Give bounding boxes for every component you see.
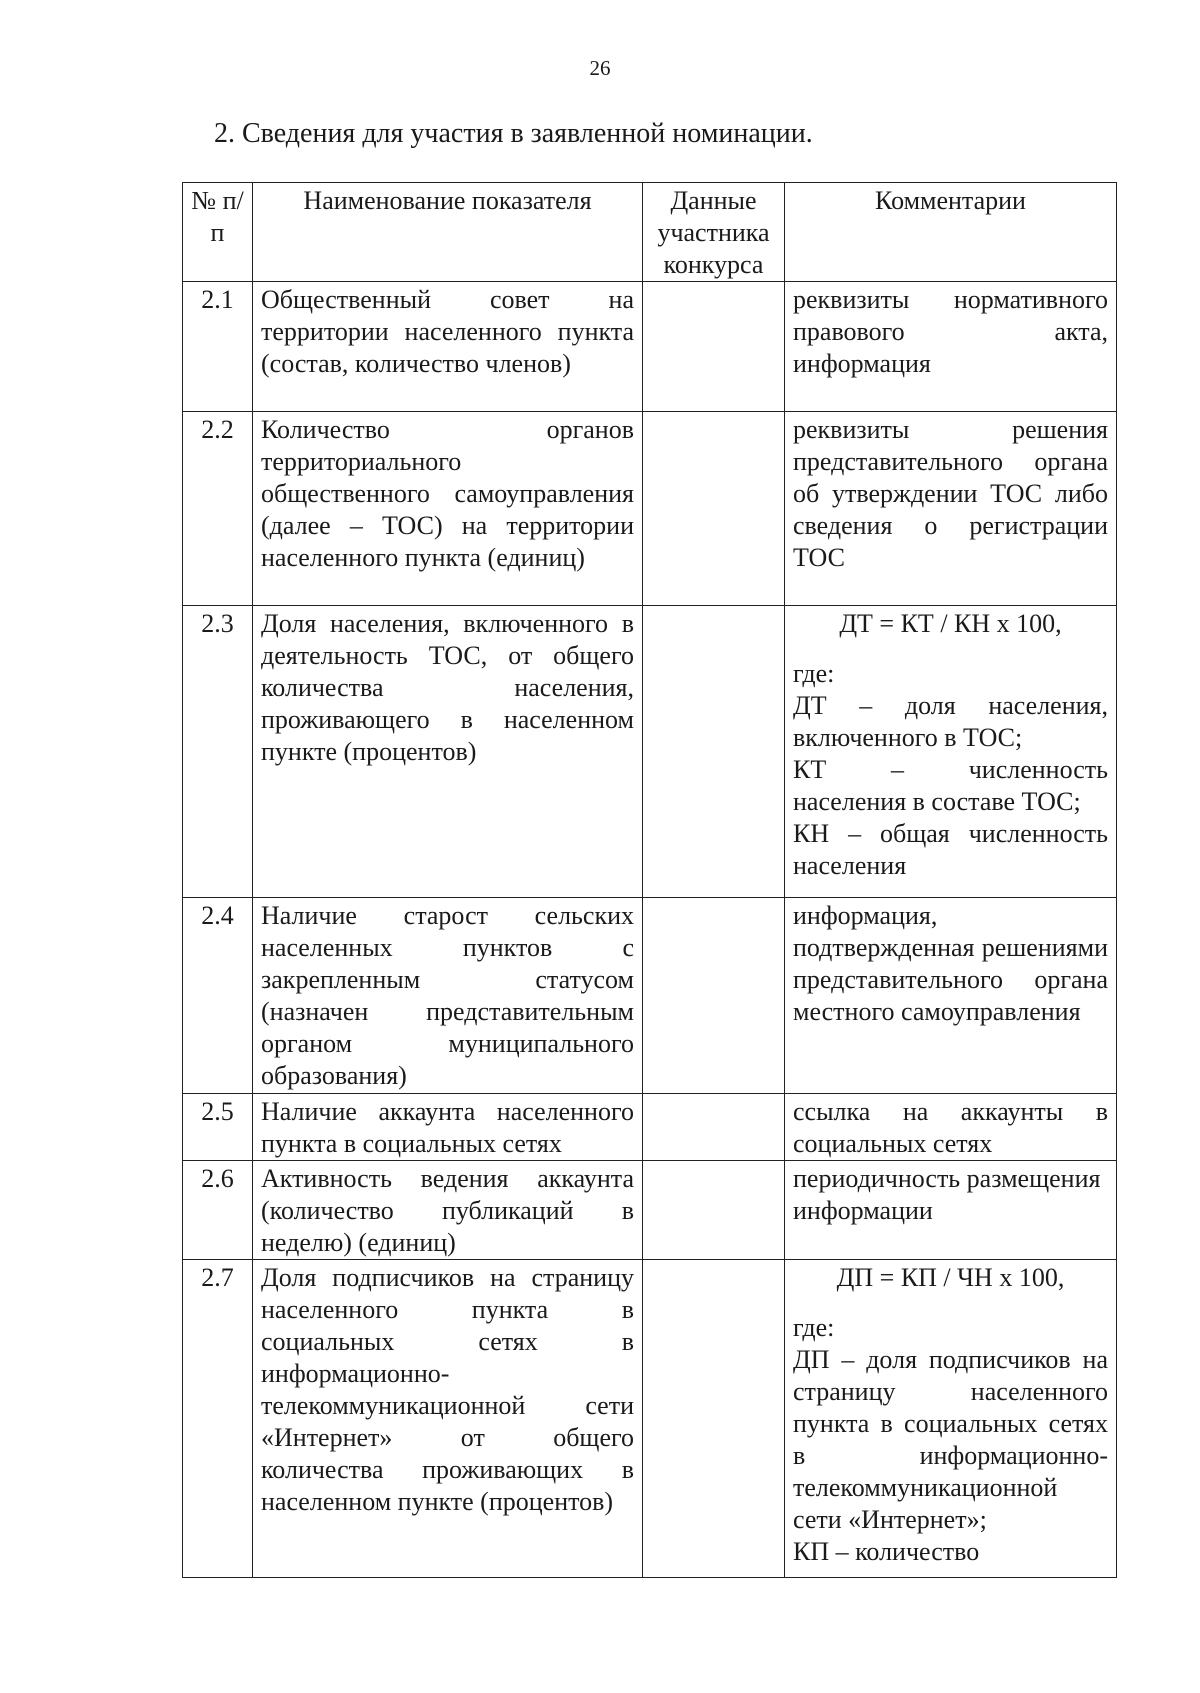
row-num: 2.1 [183, 282, 253, 412]
row-comment: реквизиты решения представительного органа об утверждении ТОС либо сведения о регистрации ТОС [785, 412, 1117, 606]
comment-line: ДП – доля подписчиков на страницу населенного пункта в социальных сетях в информационно-телекоммуникационной сети «Интернет»; [793, 1345, 1108, 1534]
row-data-cell[interactable] [643, 898, 785, 1094]
row-data-cell[interactable] [643, 1260, 785, 1578]
table-row [183, 412, 1117, 606]
comment-formula: ДП = КП / ЧН х 100, [836, 1263, 1065, 1292]
table-row [183, 898, 1117, 1094]
table-row [183, 606, 1117, 898]
nomination-table [182, 182, 1117, 1578]
row-num: 2.3 [183, 606, 253, 898]
comment-line: КТ – численность населения в составе ТОС; [793, 755, 1108, 816]
comment-formula: ДТ = КТ / КН х 100, [839, 609, 1062, 638]
row-indicator: Доля подписчиков на страницу населенного пункта в социальных сетях в информационно-телекоммуникационной сети «Интернет» от общего количества проживающих в населенном пункте (процентов) [253, 1260, 643, 1578]
row-indicator: Доля населения, включенного в деятельность ТОС, от общего количества населения, проживающего в населенном пункте (процентов) [253, 606, 643, 898]
row-data-cell[interactable] [643, 1094, 785, 1161]
row-indicator: Общественный совет на территории населенного пункта (состав, количество членов) [253, 282, 643, 412]
header-indicator: Наименование показателя [253, 183, 643, 282]
comment-line: где: [793, 1313, 835, 1342]
page-number: 26 [589, 56, 611, 80]
table-row [183, 1094, 1117, 1161]
row-indicator: Наличие старост сельских населенных пунктов с закрепленным статусом (назначен представительным органом муниципального образования) [253, 898, 643, 1094]
table-header-row [183, 183, 1117, 282]
row-comment [785, 1260, 1117, 1578]
comment-line: КН – общая численность населения [793, 819, 1108, 880]
row-comment: ссылка на аккаунты в социальных сетях [785, 1094, 1117, 1161]
row-data-cell[interactable] [643, 606, 785, 898]
row-indicator: Наличие аккаунта населенного пункта в социальных сетях [253, 1094, 643, 1161]
row-data-cell[interactable] [643, 1161, 785, 1260]
comment-line: где: [793, 659, 835, 688]
row-comment: периодичность размещения информации [785, 1161, 1117, 1260]
table-row [183, 1161, 1117, 1260]
row-data-cell[interactable] [643, 412, 785, 606]
row-num: 2.4 [183, 898, 253, 1094]
row-indicator: Активность ведения аккаунта (количество публикаций в неделю) (единиц) [253, 1161, 643, 1260]
row-comment: реквизиты нормативного правового акта, информация [785, 282, 1117, 412]
row-num: 2.6 [183, 1161, 253, 1260]
row-num: 2.2 [183, 412, 253, 606]
row-comment: информация, подтвержденная решениями представительного органа местного самоуправления [785, 898, 1117, 1094]
row-comment [785, 606, 1117, 898]
header-num: № п/п [183, 183, 253, 282]
section-title: 2. Сведения для участия в заявленной номинации. [214, 118, 813, 149]
table-row [183, 282, 1117, 412]
comment-line: КП – количество [793, 1537, 980, 1566]
header-comment: Комментарии [785, 183, 1117, 282]
comment-line: ДТ – доля населения, включенного в ТОС; [793, 691, 1108, 752]
row-num: 2.5 [183, 1094, 253, 1161]
table-row [183, 1260, 1117, 1578]
row-data-cell[interactable] [643, 282, 785, 412]
header-data: Данные участника конкурса [643, 183, 785, 282]
row-num: 2.7 [183, 1260, 253, 1578]
row-indicator: Количество органов территориального общественного самоуправления (далее – ТОС) на территории населенного пункта (единиц) [253, 412, 643, 606]
